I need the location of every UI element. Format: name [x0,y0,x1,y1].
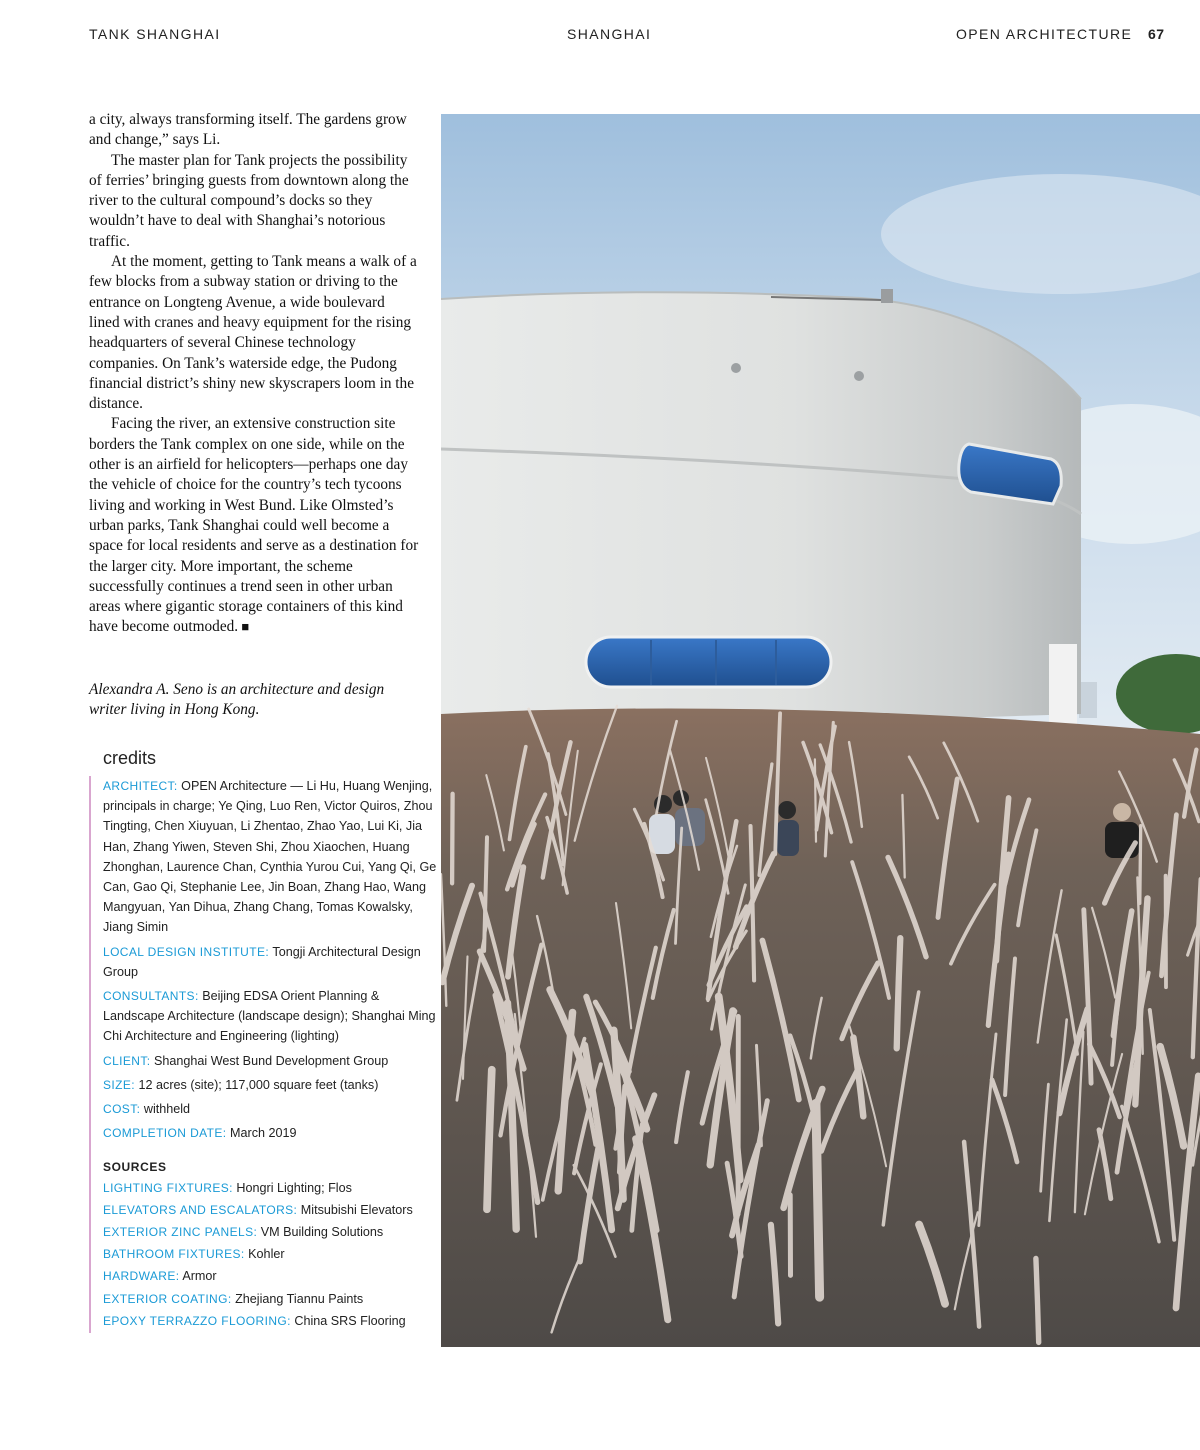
source-value: China SRS Flooring [294,1313,406,1328]
location-label: SHANGHAI [567,26,652,42]
article-paragraph: a city, always transforming itself. The gardens grow and change,” says Li. [89,111,407,149]
credits-title: credits [103,748,157,768]
credit-entry [103,1051,438,1071]
credit-label: CONSULTANTS: [103,989,199,1004]
source-entry [103,1289,438,1309]
credit-label: SIZE: [103,1077,136,1092]
source-label: LIGHTING FIXTURES: [103,1180,233,1195]
source-label: EXTERIOR COATING: [103,1291,232,1306]
source-entry [103,1222,438,1242]
source-entry [103,1266,438,1286]
firm-name: OPEN ARCHITECTURE [956,26,1133,42]
source-label: EPOXY TERRAZZO FLOORING: [103,1313,291,1328]
credits-list [89,776,438,1333]
source-label: ELEVATORS AND ESCALATORS: [103,1202,298,1217]
credit-value: March 2019 [230,1126,297,1141]
source-value: Hongri Lighting; Flos [236,1180,352,1195]
credit-label: CLIENT: [103,1053,151,1068]
credit-value: OPEN Architecture — Li Hu, Huang Wenjing, principals in charge; Ye Qing, Luo Ren, Victor Quiros, Zhou Tingting, Chen Xiuyuan, Li Zhentao, Zhao Yao, Lui Ki, Jia Han, Zhang Yiwen, Steven Shi, Zhou Xiaochen, Huang Zhonghan, Laurence Chan, Cynthia Yurou Cui, Yang Qi, Ge Can, Gao Qi, Stephanie Lee, Jin Boan, Zhang Hao, Wang Mangyuan, Yan Dihua, Zhang Chang, Tomas Kowalsky, Jiang Simin [103,779,437,935]
credit-entry [103,1075,438,1095]
source-label: EXTERIOR ZINC PANELS: [103,1225,258,1240]
author-bio: Alexandra A. Seno is an architecture and design writer living in Hong Kong. [89,681,385,719]
article-body [89,110,419,638]
source-entry [103,1178,438,1198]
credit-entry [103,1123,438,1143]
credit-label: ARCHITECT: [103,779,178,793]
credit-label: COST: [103,1102,141,1117]
source-value: Mitsubishi Elevators [300,1202,413,1217]
source-entry [103,1200,438,1220]
credit-entry [103,776,438,938]
credit-value: withheld [143,1102,191,1117]
credit-entry [103,942,438,982]
credit-entry [103,986,438,1047]
source-label: BATHROOM FIXTURES: [103,1247,245,1262]
sources-heading: SOURCES [103,1160,167,1175]
credit-value: Shanghai West Bund Development Group [153,1053,389,1068]
tank-photo-illustration [441,114,1200,1347]
source-entry [103,1244,438,1264]
credit-value: 12 acres (site); 117,000 square feet (tanks) [138,1077,379,1092]
source-value: Armor [182,1269,217,1284]
credit-label: LOCAL DESIGN INSTITUTE: [103,944,270,959]
article-paragraph: The master plan for Tank projects the possibility of ferries’ bringing guests from downtown along the river to the cultural compound’s docks so they wouldn’t have to deal with Shanghai’s notorious traffic. [89,151,409,250]
page-number: 67 [1148,26,1165,42]
tank-photograph [441,114,1200,1347]
source-label: HARDWARE: [103,1269,180,1284]
source-value: VM Building Solutions [260,1225,384,1240]
section-title: TANK SHANGHAI [89,26,221,42]
credit-entry [103,1099,438,1119]
running-header [0,26,1200,46]
article-paragraph: At the moment, getting to Tank means a walk of a few blocks from a subway station or driving to the entrance on Longteng Avenue, a wide boulevard lined with cranes and heavy equipment for the rising headquarters of several Chinese technology companies. On Tank’s waterside edge, the Pudong financial district’s shiny new skyscrapers loom in the distance. [89,253,417,413]
source-value: Kohler [248,1247,285,1262]
source-entry [103,1311,438,1331]
source-value: Zhejiang Tiannu Paints [235,1291,364,1306]
credit-value: Beijing EDSA Orient Planning & Landscape Architecture (landscape design); Shanghai Ming Chi Architecture and Engineering (lighting) [103,989,436,1044]
credit-label: COMPLETION DATE: [103,1126,227,1141]
article-paragraph: Facing the river, an extensive construction site borders the Tank complex on one side, while on the other is an airfield for helicopters—perhaps one day the vehicle of choice for the country’s tech tycoons living and working in West Bund. Like Olmsted’s urban parks, Tank Shanghai could well become a space for local residents and serve as a destination for the larger city. More important, the scheme successfully continues a trend seen in other urban areas where gigantic storage containers of this kind have become outmoded. ■ [89,414,419,637]
credit-value: Tongji Architectural Design Group [103,944,421,979]
